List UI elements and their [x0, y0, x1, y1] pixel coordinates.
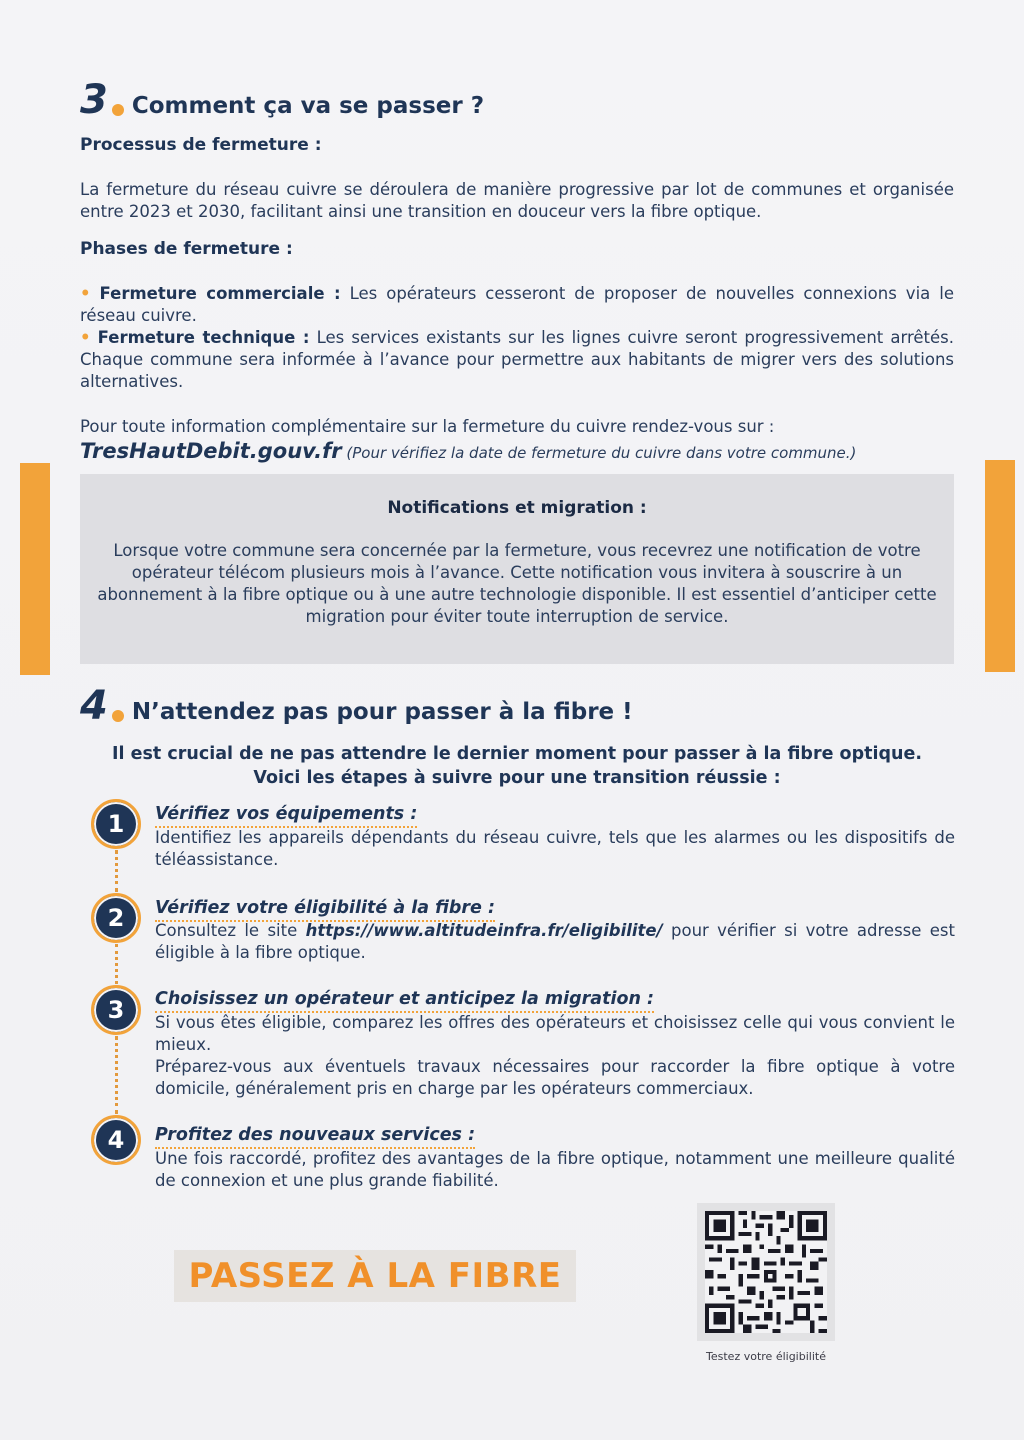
section-4-number: 4: [80, 683, 108, 729]
orange-dot-icon: [112, 710, 124, 722]
step-2-title: Vérifiez votre éligibilité à la fibre :: [155, 898, 495, 922]
bullet-icon: •: [80, 284, 91, 303]
section-3-heading: [80, 77, 486, 123]
step-1-text: Identifiez les appareils dépendants du réseau cuivre, tels que les alarmes ou les dispositifs de téléassistance.: [155, 828, 955, 869]
step-4-title: Profitez des nouveaux services :: [155, 1125, 475, 1149]
step-3-text-1: Si vous êtes éligible, comparez les offres des opérateurs et choisissez celle qui vous convient le mieux.: [155, 1013, 955, 1054]
phases-heading: Phases de fermeture :: [80, 239, 293, 259]
section-3-number: 3: [80, 77, 108, 123]
passez-a-la-fibre-banner: PASSEZ À LA FIBRE: [174, 1250, 576, 1302]
step-3-title: Choisissez un opérateur et anticipez la migration :: [155, 989, 654, 1013]
phase-technical-text: Les services existants sur les lignes cuivre seront progressivement arrêtés. Chaque commune sera informée à l’avance pour permettre aux habitants de migrer vers des solutions alternatives.: [80, 328, 954, 391]
info-text: Pour toute information complémentaire sur la fermeture du cuivre rendez-vous sur :: [80, 417, 775, 436]
step-2-badge: 2: [91, 893, 141, 943]
section-3-title: Comment ça va se passer ?: [131, 93, 485, 119]
process-heading: Processus de fermeture :: [80, 135, 322, 155]
step-4-badge: 4: [91, 1115, 141, 1165]
step-2-text: [155, 920, 955, 964]
timeline-connector: [115, 1036, 118, 1114]
right-orange-bar: [985, 460, 1015, 672]
info-link-line: [80, 440, 954, 464]
qr-caption: Testez votre éligibilité: [706, 1350, 826, 1363]
step-4-text: Une fois raccordé, profitez des avantages de la fibre optique, notamment une meilleure qualité de connexion et une plus grande fiabilité.: [155, 1149, 955, 1190]
phase-commercial-label: Fermeture commerciale :: [99, 284, 341, 303]
process-text: La fermeture du réseau cuivre se déroulera de manière progressive par lot de communes et organisée entre 2023 et 2030, facilitant ainsi une transition en douceur vers la fibre optique.: [80, 180, 954, 221]
qr-code-icon: [705, 1211, 827, 1333]
notifications-box: [80, 474, 954, 664]
step-2-text-before: Consultez le site: [155, 921, 306, 940]
timeline-connector: [115, 850, 118, 892]
qr-code[interactable]: [697, 1203, 835, 1341]
step-3-text-2: Préparez-vous aux éventuels travaux nécessaires pour raccorder la fibre optique à votre domicile, généralement pris en charge par les opérateurs commerciaux.: [155, 1057, 955, 1098]
phase-technical-label: Fermeture technique :: [97, 328, 310, 347]
timeline-connector: [115, 944, 118, 984]
notifications-text: Lorsque votre commune sera concernée par la fermeture, vous recevrez une notification de votre opérateur télécom plusieurs mois à l’avance. Cette notification vous invitera à souscrire à un abonnement à la fibre optique ou à une autre technologie disponible. Il est essentiel d’anticiper cette migration pour éviter toute interruption de service.: [97, 541, 937, 626]
info-note: (Pour vérifiez la date de fermeture du cuivre dans votre commune.): [341, 444, 857, 462]
section-4-heading: [80, 683, 635, 729]
left-orange-bar: [20, 463, 50, 675]
step-3-badge: 3: [91, 985, 141, 1035]
orange-dot-icon: [112, 104, 124, 116]
phase-commercial: [80, 283, 954, 327]
treshautdebit-link[interactable]: TresHautDebit.gouv.fr: [80, 439, 342, 463]
step-1-title: Vérifiez vos équipements :: [155, 804, 417, 828]
phase-technical: [80, 327, 954, 393]
step-1-badge: 1: [91, 799, 141, 849]
notifications-title: Notifications et migration :: [387, 498, 647, 518]
section-4-intro: [80, 742, 954, 790]
intro-line-1: Il est crucial de ne pas attendre le dernier moment pour passer à la fibre optique.: [112, 744, 922, 764]
bullet-icon: •: [80, 328, 91, 347]
step-3-text: [155, 1012, 955, 1100]
phase-commercial-text: Les opérateurs cesseront de proposer de nouvelles connexions via le réseau cuivre.: [80, 284, 954, 325]
intro-line-2: Voici les étapes à suivre pour une transition réussie :: [253, 768, 781, 788]
eligibility-link[interactable]: https://www.altitudeinfra.fr/eligibilite/: [305, 921, 663, 940]
step-2-text-after: pour vérifier si votre adresse est éligible à la fibre optique.: [155, 921, 955, 962]
section-4-title: N’attendez pas pour passer à la fibre !: [131, 699, 633, 725]
